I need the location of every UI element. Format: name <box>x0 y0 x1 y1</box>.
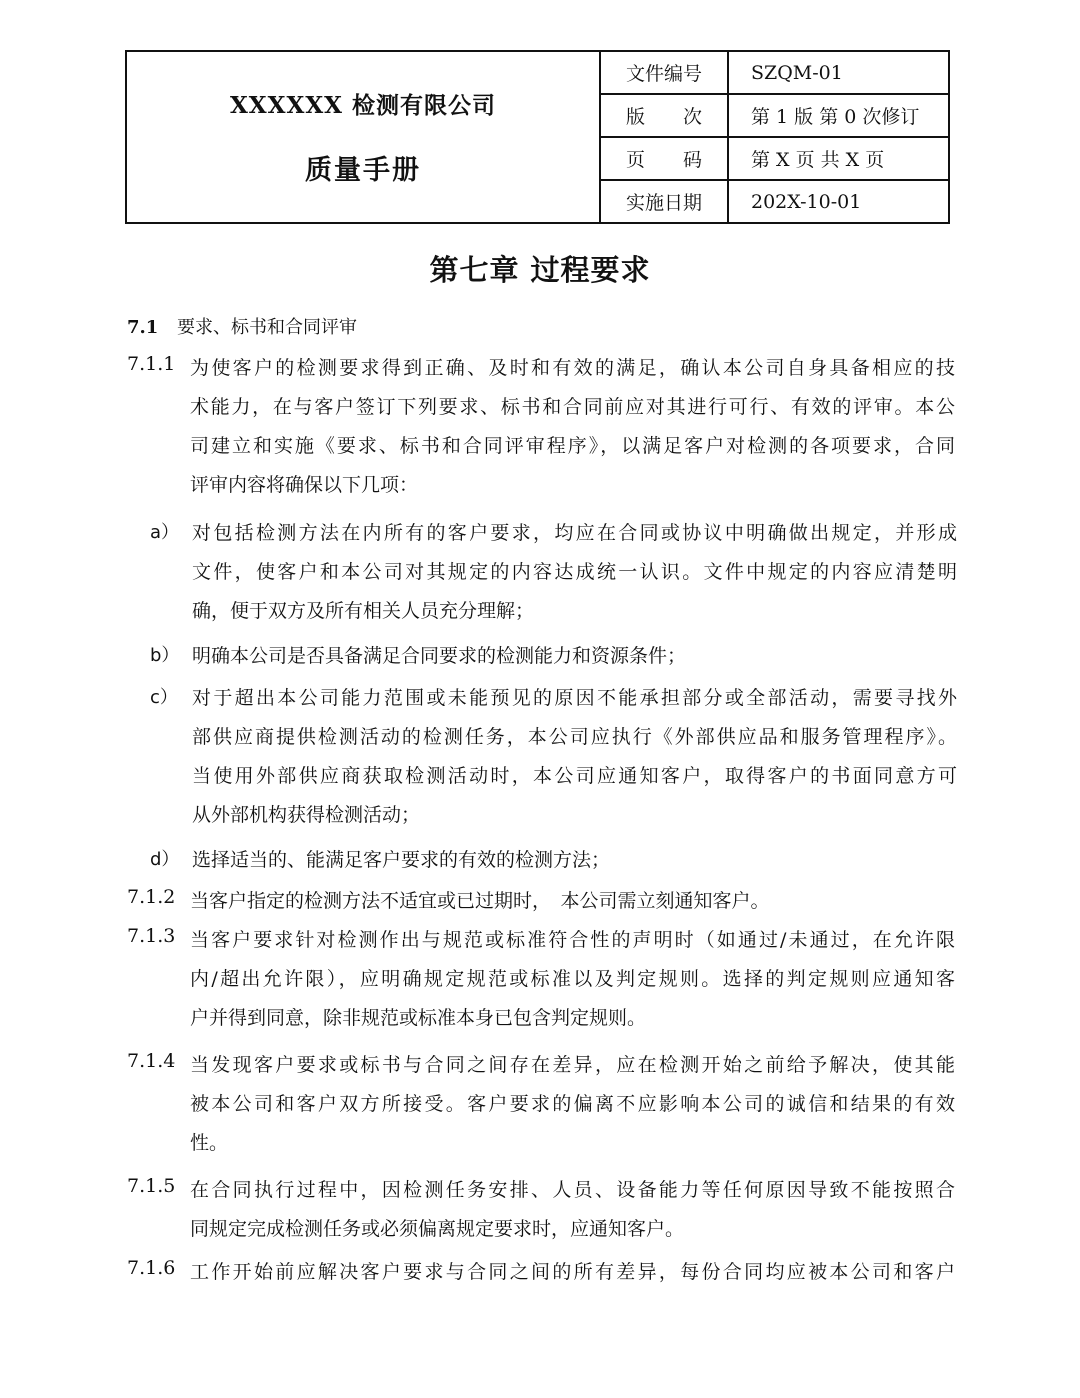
company-name: XXXXXX 检测有限公司 <box>229 92 497 119</box>
text-line: 对包括检测方法在内所有的客户要求，均应在合同或协议中明确做出规定，并形成 <box>192 522 957 544</box>
effective-date-value: 202X-10-01 <box>728 180 949 223</box>
text-line: 当客户指定的检测方法不适宜或已过期时， 本公司需立刻通知客户。 <box>190 890 770 912</box>
text-line: 当发现客户要求或标书与合同之间存在差异，应在检测开始之前给予解决，使其能 <box>190 1054 955 1076</box>
text-line: 当客户要求针对检测作出与规范或标准符合性的声明时（如通过/未通过，在允许限 <box>190 929 955 951</box>
company-cell <box>126 51 600 223</box>
edition-label: 版 次 <box>600 94 728 137</box>
text-line: 在合同执行过程中，因检测任务安排、人员、设备能力等任何原因导致不能按照合 <box>190 1179 955 1201</box>
item-marker: c） <box>150 687 178 708</box>
page-label: 页 码 <box>600 137 728 180</box>
text-line: 工作开始前应解决客户要求与合同之间的所有差异，每份合同均应被本公司和客户 <box>190 1261 955 1283</box>
text-line: 部供应商提供检测活动的检测任务，本公司应执行《外部供应品和服务管理程序》。 <box>192 726 957 748</box>
item-text <box>192 518 957 635</box>
clause-text <box>190 353 955 509</box>
text-line: 从外部机构获得检测活动； <box>192 804 421 826</box>
edition-value: 第 1 版 第 0 次修订 <box>728 94 949 137</box>
text-line: 当使用外部供应商获取检测活动时，本公司应通知客户，取得客户的书面同意方可 <box>192 765 957 787</box>
effective-date-label: 实施日期 <box>600 180 728 223</box>
clause-number: 7.1.6 <box>127 1257 176 1279</box>
section-heading <box>127 313 357 339</box>
page-value: 第 X 页 共 X 页 <box>728 137 949 180</box>
item-marker: b） <box>150 645 180 666</box>
document-header-table <box>125 50 950 224</box>
clause-number: 7.1.1 <box>127 353 176 375</box>
text-line: 选择适当的、能满足客户要求的有效的检测方法； <box>192 849 611 871</box>
item-text <box>192 683 957 839</box>
item-text <box>192 845 957 884</box>
text-line: 内/超出允许限），应明确规定规范或标准以及判定规则。选择的判定规则应通知客 <box>190 968 955 990</box>
text-line: 户并得到同意，除非规范或标准本身已包含判定规则。 <box>190 1007 647 1029</box>
text-line: 对于超出本公司能力范围或未能预见的原因不能承担部分或全部活动，需要寻找外 <box>192 687 957 709</box>
text-line: 明确本公司是否具备满足合同要求的检测能力和资源条件； <box>192 645 687 667</box>
clause-number: 7.1.3 <box>127 925 176 947</box>
doc-number-value: SZQM-01 <box>728 51 949 94</box>
clause-text <box>190 925 955 1042</box>
text-line: 文件，使客户和本公司对其规定的内容达成统一认识。文件中规定的内容应清楚明 <box>192 561 957 583</box>
section-title: 要求、标书和合同评审 <box>177 317 357 338</box>
text-line: 性。 <box>190 1132 229 1154</box>
clause-text <box>190 1175 955 1253</box>
item-marker: a） <box>150 522 180 543</box>
text-line: 司建立和实施《要求、标书和合同评审程序》，以满足客户对检测的各项要求，合同 <box>190 435 955 457</box>
clause-number: 7.1.4 <box>127 1050 176 1072</box>
section-number: 7.1 <box>127 317 159 338</box>
text-line: 术能力，在与客户签订下列要求、标书和合同前应对其进行可行、有效的评审。本公 <box>190 396 955 418</box>
chapter-title: 第七章 过程要求 <box>429 253 651 287</box>
text-line: 被本公司和客户双方所接受。客户要求的偏离不应影响本公司的诚信和结果的有效 <box>190 1093 955 1115</box>
item-marker: d） <box>150 849 180 870</box>
clause-number: 7.1.2 <box>127 886 176 908</box>
manual-title: 质量手册 <box>305 155 421 186</box>
clause-text <box>190 886 955 925</box>
item-text <box>192 641 957 680</box>
text-line: 评审内容将确保以下几项： <box>190 474 419 496</box>
doc-number-label: 文件编号 <box>600 51 728 94</box>
clause-text <box>190 1050 955 1167</box>
clause-number: 7.1.5 <box>127 1175 176 1197</box>
text-line: 为使客户的检测要求得到正确、及时和有效的满足，确认本公司自身具备相应的技 <box>190 357 955 379</box>
text-line: 确，便于双方及所有相关人员充分理解； <box>192 600 535 622</box>
clause-text <box>190 1257 955 1296</box>
text-line: 同规定完成检测任务或必须偏离规定要求时，应通知客户。 <box>190 1218 685 1240</box>
